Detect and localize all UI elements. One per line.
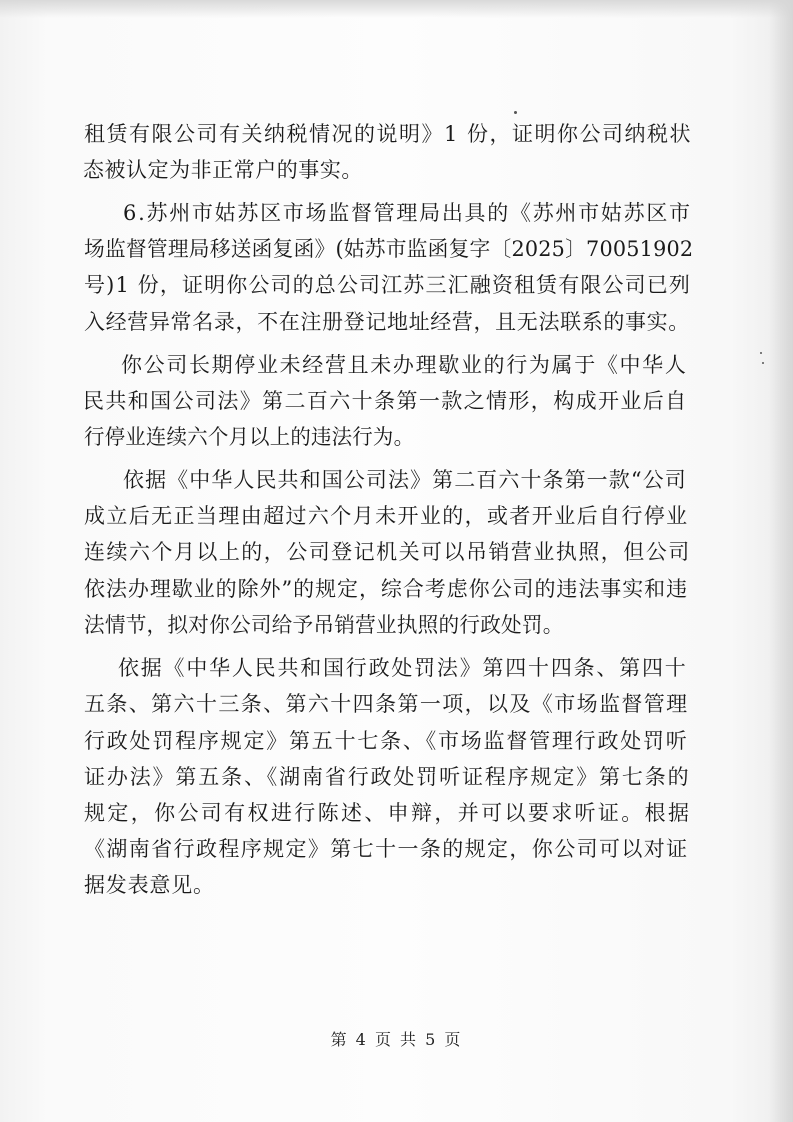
body-line: 民共和国公司法》第二百六十条第一款之情形，构成开业后自 (83, 389, 688, 413)
body-line: 态被认定为非正常户的事实。 (83, 158, 363, 182)
body-line: 行政处罚程序规定》第五十七条、《市场监督管理行政处罚听 (84, 729, 689, 753)
body-line: 号)1 份，证明你公司的总公司江苏三汇融资租赁有限公司已列 (84, 273, 691, 297)
scan-speck (760, 352, 762, 354)
body-line: 你公司长期停业未经营且未办理歇业的行为属于《中华人 (121, 353, 688, 377)
body-line: 成立后无正当理由超过六个月未开业的，或者开业后自行停业 (84, 504, 689, 528)
scan-speck (762, 362, 764, 364)
scan-shadow-right (769, 0, 793, 1122)
body-line: 法情节，拟对你公司给予吊销营业执照的行政处罚。 (84, 613, 564, 637)
body-line: 依法办理歇业的除外”的规定，综合考虑你公司的违法事实和违 (84, 577, 689, 601)
scan-speck (514, 111, 517, 114)
body-line: 行停业连续六个月以上的违法行为。 (84, 425, 415, 449)
body-line: 连续六个月以上的，公司登记机关可以吊销营业执照，但公司 (84, 540, 691, 564)
body-line: 证办法》第五条、《湖南省行政处罚听证程序规定》第七条的 (84, 765, 691, 789)
body-line: 依据《中华人民共和国公司法》第二百六十条第一款“公司 (123, 468, 687, 492)
body-line: 6.苏州市姑苏区市场监督管理局出具的《苏州市姑苏区市 (123, 201, 692, 225)
body-line: 五条、第六十三条、第六十四条第一项，以及《市场监督管理 (84, 692, 689, 716)
body-line: 《湖南省行政程序规定》第七十一条的规定，你公司可以对证 (84, 837, 689, 861)
body-line: 场监督管理局移送函复函》(姑苏市监函复字〔2025〕70051902 (84, 237, 694, 261)
body-line: 租赁有限公司有关纳税情况的说明》1 份，证明你公司纳税状 (84, 122, 693, 146)
scan-shadow-top (0, 0, 793, 18)
body-line: 规定，你公司有权进行陈述、申辩，并可以要求听证。根据 (84, 801, 692, 825)
body-line: 依据《中华人民共和国行政处罚法》第四十四条、第四十 (118, 656, 688, 680)
page-number: 第 4 页 共 5 页 (330, 1030, 463, 1049)
body-line: 据发表意见。 (84, 873, 215, 897)
body-line: 入经营异常名录，不在注册登记地址经营，且无法联系的事实。 (84, 310, 690, 334)
